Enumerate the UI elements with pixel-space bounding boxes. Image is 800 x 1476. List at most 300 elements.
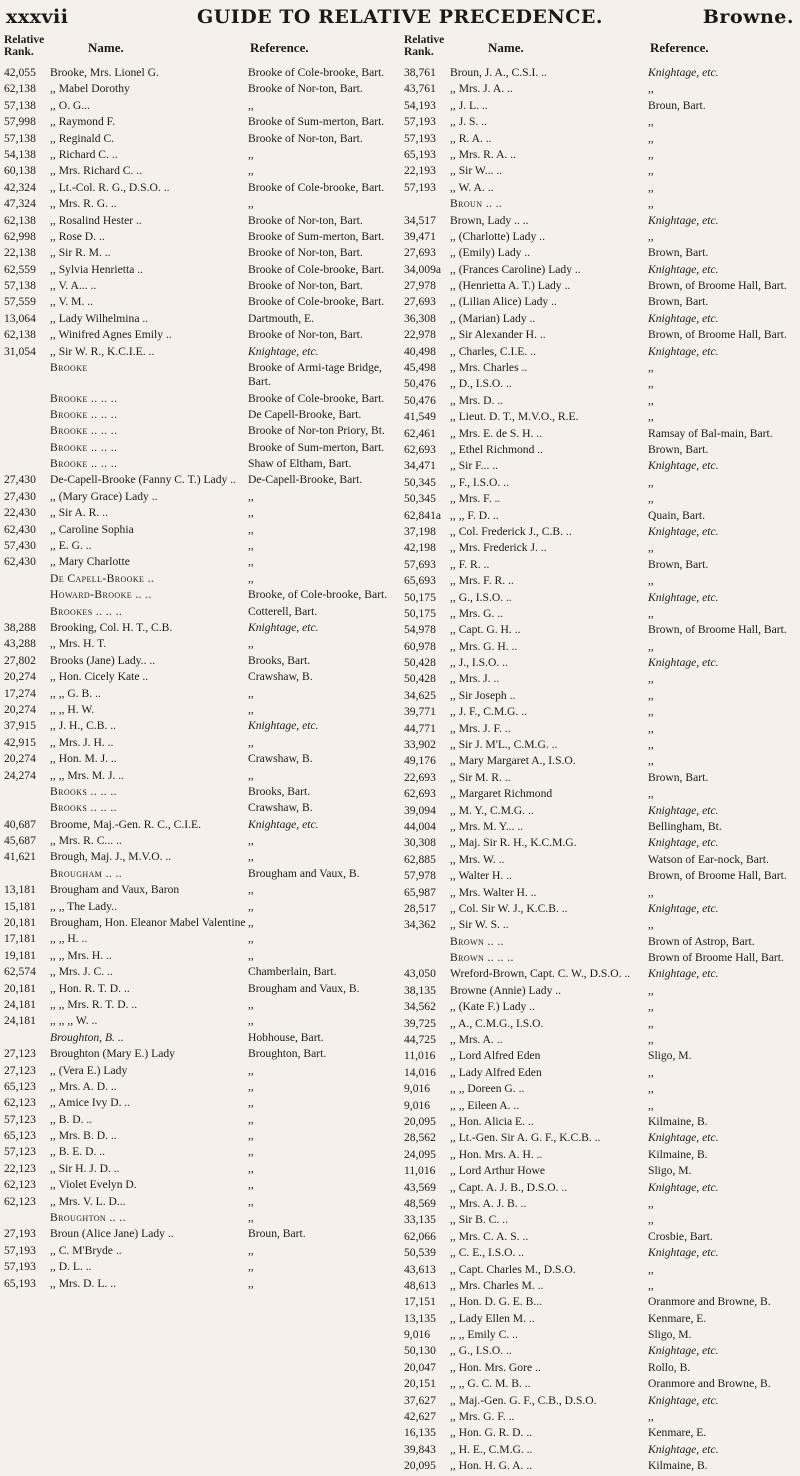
entry-row bbox=[404, 918, 796, 932]
entry-name: ,, Hon. H. G. A. .. bbox=[450, 1459, 533, 1473]
entry-reference: Oranmore and Browne, B. bbox=[648, 1295, 771, 1309]
entry-row bbox=[404, 1000, 796, 1014]
entry-row bbox=[4, 752, 396, 766]
relative-rank: 20,181 bbox=[4, 981, 36, 995]
entry-name: Brooke, Mrs. Lionel G. bbox=[50, 66, 159, 79]
entry-reference: Knightage, etc. bbox=[648, 836, 719, 850]
entry-row bbox=[404, 279, 796, 293]
entry-name: ,, (Charlotte) Lady .. bbox=[450, 229, 545, 243]
entry-reference: Brown, of Broome Hall, Bart. bbox=[648, 623, 787, 637]
entry-reference: Brooke of Nor-ton, Bart. bbox=[248, 213, 363, 227]
relative-rank: 50,428 bbox=[404, 672, 436, 686]
relative-rank: 57,430 bbox=[4, 539, 36, 553]
relative-rank: 65,987 bbox=[404, 885, 436, 899]
relative-rank: 34,362 bbox=[404, 918, 436, 932]
relative-rank bbox=[4, 424, 48, 438]
entry-name: De Capell-Brooke .. bbox=[50, 571, 155, 585]
entry-row bbox=[404, 312, 796, 326]
entry-row bbox=[404, 1443, 796, 1457]
entry-name: Broughton (Mary E.) Lady bbox=[50, 1047, 175, 1061]
entry-name: ,, Mrs. G. F. .. bbox=[450, 1410, 515, 1424]
entry-row bbox=[4, 1227, 396, 1241]
entry-reference: ,, bbox=[248, 164, 254, 178]
entry-reference: ,, bbox=[648, 1410, 654, 1424]
relative-rank: 22,430 bbox=[4, 506, 36, 520]
entry-reference: ,, bbox=[248, 197, 254, 211]
entry-row bbox=[404, 1148, 796, 1162]
entry-reference: Knightage, etc. bbox=[648, 213, 719, 227]
entry-name: ,, Mrs. Frederick J. .. bbox=[450, 541, 547, 555]
entry-row bbox=[404, 935, 796, 949]
relative-rank: 39,843 bbox=[404, 1442, 436, 1456]
relative-rank bbox=[4, 785, 48, 799]
entry-row bbox=[4, 670, 396, 684]
relative-rank: 39,771 bbox=[404, 705, 436, 719]
relative-rank: 44,725 bbox=[404, 1033, 436, 1047]
entry-row bbox=[404, 1410, 796, 1424]
entry-name: ,, Mrs. F. R. .. bbox=[450, 574, 514, 588]
entry-reference: Knightage, etc. bbox=[648, 967, 719, 981]
entry-reference: ,, bbox=[648, 918, 654, 932]
entry-reference: Brooke of Nor-ton, Bart. bbox=[248, 131, 363, 145]
relative-rank: 57,998 bbox=[4, 115, 36, 129]
right-column bbox=[404, 34, 796, 1476]
entry-reference: ,, bbox=[248, 98, 254, 112]
relative-rank: 62,138 bbox=[4, 328, 36, 342]
entry-name: ,, Hon. Mrs. A. H. .. bbox=[450, 1147, 543, 1161]
entry-row bbox=[404, 1131, 796, 1145]
entry-row bbox=[404, 1426, 796, 1440]
entry-row bbox=[4, 687, 396, 701]
entry-row bbox=[4, 1162, 396, 1176]
entry-reference: ,, bbox=[248, 1178, 254, 1192]
entry-row bbox=[404, 459, 796, 473]
entry-reference: ,, bbox=[248, 1194, 254, 1208]
entry-reference: ,, bbox=[648, 1196, 654, 1210]
relative-rank bbox=[4, 1211, 48, 1225]
entry-reference: Knightage, etc. bbox=[248, 719, 319, 733]
entry-name: ,, M. Y., C.M.G. .. bbox=[450, 803, 534, 817]
entry-reference: ,, bbox=[248, 1063, 254, 1077]
relative-rank: 39,725 bbox=[404, 1016, 436, 1030]
entry-row bbox=[404, 99, 796, 113]
entry-name: ,, Lady Ellen M. .. bbox=[450, 1311, 535, 1325]
entry-name: ,, Mrs. E. de S. H. .. bbox=[450, 426, 543, 440]
entry-name: ,, Mrs. R. G. .. bbox=[50, 197, 117, 211]
relative-rank: 57,138 bbox=[4, 279, 36, 293]
entry-reference: Brooke of Cole-brooke, Bart. bbox=[248, 295, 385, 309]
entry-row bbox=[404, 1066, 796, 1080]
entry-row bbox=[404, 722, 796, 736]
entry-reference: ,, bbox=[648, 115, 654, 129]
entry-row bbox=[4, 703, 396, 717]
entry-reference: Brown, Bart. bbox=[648, 246, 709, 260]
entry-name: ,, Mrs. J. A. .. bbox=[450, 82, 513, 96]
entry-name: ,, (Lilian Alice) Lady .. bbox=[450, 295, 557, 309]
entry-row bbox=[404, 148, 796, 162]
relative-rank: 42,324 bbox=[4, 180, 36, 194]
entry-name: Brookes .. .. .. bbox=[50, 604, 123, 618]
entry-row bbox=[404, 1295, 796, 1309]
relative-rank: 50,130 bbox=[404, 1344, 436, 1358]
relative-rank: 40,498 bbox=[404, 344, 436, 358]
entry-reference: ,, bbox=[648, 1033, 654, 1047]
entry-reference: ,, bbox=[248, 1211, 254, 1225]
entry-name: ,, Sir H. J. D. .. bbox=[50, 1161, 120, 1175]
relative-rank: 45,498 bbox=[404, 361, 436, 375]
relative-rank: 45,687 bbox=[4, 834, 36, 848]
entry-reference: Dartmouth, E. bbox=[248, 311, 315, 325]
entry-row bbox=[404, 328, 796, 342]
entry-name: Browne (Annie) Lady .. bbox=[450, 983, 562, 997]
entry-row bbox=[4, 1014, 396, 1028]
entry-reference: Brown, of Broome Hall, Bart. bbox=[648, 328, 787, 342]
relative-rank: 62,841a bbox=[404, 508, 442, 522]
entry-name: ,, A., C.M.G., I.S.O. bbox=[450, 1016, 544, 1030]
entry-row bbox=[404, 181, 796, 195]
page-title: GUIDE TO RELATIVE PRECEDENCE. bbox=[197, 6, 603, 28]
entry-row bbox=[404, 574, 796, 588]
entry-reference: ,, bbox=[648, 475, 654, 489]
entry-reference: ,, bbox=[248, 1276, 254, 1290]
entry-name: ,, Sylvia Henrietta .. bbox=[50, 262, 144, 276]
entry-row bbox=[404, 1099, 796, 1113]
entry-reference: ,, bbox=[248, 1112, 254, 1126]
relative-rank: 24,095 bbox=[404, 1147, 436, 1161]
entry-reference: ,, bbox=[648, 574, 654, 588]
relative-rank: 20,151 bbox=[404, 1377, 436, 1391]
relative-rank: 22,693 bbox=[404, 770, 436, 784]
entry-name: Broome, Maj.-Gen. R. C., C.I.E. bbox=[50, 817, 202, 831]
relative-rank: 57,138 bbox=[4, 131, 36, 145]
relative-rank: 50,345 bbox=[404, 475, 436, 489]
entry-reference: Brooke of Nor-ton, Bart. bbox=[248, 328, 363, 342]
entry-reference: Brooke, of Cole-brooke, Bart. bbox=[248, 588, 388, 602]
entry-name: ,, Mrs. J. H. .. bbox=[50, 735, 114, 749]
entry-reference: Brown, Bart. bbox=[648, 770, 709, 784]
rank-header-line2: Rank. bbox=[404, 46, 434, 58]
entry-row bbox=[4, 932, 396, 946]
entry-reference: ,, bbox=[648, 180, 654, 194]
entry-name: Brooke .. .. .. bbox=[50, 457, 118, 471]
entry-row bbox=[4, 1277, 396, 1291]
entry-row bbox=[404, 377, 796, 391]
entry-reference: Knightage, etc. bbox=[648, 66, 719, 79]
relative-rank bbox=[4, 867, 48, 881]
entry-name: ,, ,, F. D. .. bbox=[450, 508, 499, 522]
entry-reference: Brougham and Vaux, B. bbox=[248, 981, 360, 995]
relative-rank: 65,123 bbox=[4, 1129, 36, 1143]
relative-rank: 65,123 bbox=[4, 1079, 36, 1093]
entry-name: ,, ,, H. .. bbox=[50, 932, 88, 946]
entry-reference: Chamberlain, Bart. bbox=[248, 965, 337, 979]
entry-name: ,, R. A. .. bbox=[450, 131, 492, 145]
relative-rank: 20,095 bbox=[404, 1459, 436, 1473]
relative-rank: 24,181 bbox=[4, 1014, 36, 1028]
relative-rank: 62,574 bbox=[4, 965, 36, 979]
relative-rank: 13,181 bbox=[4, 883, 36, 897]
entry-row bbox=[4, 1211, 396, 1225]
entry-name: Brooking, Col. H. T., C.B. bbox=[50, 620, 173, 634]
relative-rank: 16,135 bbox=[404, 1426, 436, 1440]
entry-name: ,, H. E., C.M.G. .. bbox=[450, 1442, 533, 1456]
entry-reference: Cotterell, Bart. bbox=[248, 604, 318, 618]
entry-reference: Brown, Bart. bbox=[648, 295, 709, 309]
entry-reference: ,, bbox=[248, 899, 254, 913]
relative-rank: 57,123 bbox=[4, 1112, 36, 1126]
entry-reference: Brooke of Cole-brooke, Bart. bbox=[248, 262, 385, 276]
relative-rank: 27,123 bbox=[4, 1047, 36, 1061]
entry-row bbox=[404, 672, 796, 686]
entry-reference: ,, bbox=[248, 1079, 254, 1093]
relative-rank: 20,047 bbox=[404, 1360, 436, 1374]
entry-reference: Quain, Bart. bbox=[648, 508, 705, 522]
entry-name: ,, ,, H. W. bbox=[50, 702, 95, 716]
entry-reference: ,, bbox=[648, 393, 654, 407]
rank-header-line1: Relative bbox=[404, 34, 445, 46]
relative-rank: 54,193 bbox=[404, 98, 436, 112]
entry-row bbox=[4, 132, 396, 146]
entry-reference: Brooks, Bart. bbox=[248, 653, 311, 667]
entry-name: Brooke .. .. .. bbox=[50, 391, 118, 405]
entry-row bbox=[404, 246, 796, 260]
relative-rank: 62,123 bbox=[4, 1096, 36, 1110]
entry-row bbox=[404, 115, 796, 129]
entry-reference: Brooke of Nor-ton, Bart. bbox=[248, 246, 363, 260]
relative-rank: 38,135 bbox=[404, 983, 436, 997]
entry-row bbox=[404, 591, 796, 605]
entry-row bbox=[4, 588, 396, 602]
relative-rank: 62,430 bbox=[4, 522, 36, 536]
entry-reference: Knightage, etc. bbox=[648, 656, 719, 670]
entry-row bbox=[404, 1279, 796, 1293]
entry-reference: ,, bbox=[248, 1096, 254, 1110]
entry-name: ,, Col. Sir W. J., K.C.B. .. bbox=[450, 901, 568, 915]
entry-name: ,, Charles, C.I.E. .. bbox=[450, 344, 536, 358]
entry-name: ,, W. A. .. bbox=[450, 180, 494, 194]
relative-rank: 17,181 bbox=[4, 932, 36, 946]
relative-rank bbox=[4, 441, 48, 455]
entry-row bbox=[404, 640, 796, 654]
entry-row bbox=[4, 197, 396, 211]
entry-reference: ,, bbox=[648, 1082, 654, 1096]
entry-name: ,, Sir B. C. .. bbox=[450, 1213, 508, 1227]
entry-reference: ,, bbox=[248, 850, 254, 864]
entry-name: ,, Sir W. R., K.C.I.E. .. bbox=[50, 344, 155, 358]
entry-name: ,, Maj. Sir R. H., K.C.M.G. bbox=[450, 836, 577, 850]
entry-row bbox=[404, 656, 796, 670]
entry-row bbox=[404, 1344, 796, 1358]
entry-row bbox=[4, 246, 396, 260]
entry-name: ,, Hon. M. J. .. bbox=[50, 752, 117, 766]
entry-reference: ,, bbox=[648, 147, 654, 161]
entry-row bbox=[404, 82, 796, 96]
relative-rank: 20,095 bbox=[404, 1115, 436, 1128]
relative-rank: 36,308 bbox=[404, 311, 436, 325]
relative-rank: 9,016 bbox=[404, 1098, 431, 1112]
entry-reference: Crawshaw, B. bbox=[248, 801, 313, 815]
rank-header bbox=[404, 34, 444, 58]
entry-reference: Knightage, etc. bbox=[648, 1131, 719, 1145]
relative-rank: 38,761 bbox=[404, 66, 436, 79]
relative-rank: 41,549 bbox=[404, 410, 436, 424]
entry-row bbox=[404, 787, 796, 801]
entry-name: ,, Margaret Richmond bbox=[450, 787, 553, 801]
entry-row bbox=[404, 853, 796, 867]
relative-rank: 62,559 bbox=[4, 262, 36, 276]
entry-row bbox=[404, 951, 796, 965]
relative-rank: 62,138 bbox=[4, 82, 36, 96]
relative-rank: 62,693 bbox=[404, 787, 436, 801]
entry-row bbox=[404, 427, 796, 441]
entry-row bbox=[404, 754, 796, 768]
entry-row bbox=[4, 408, 396, 422]
entry-row bbox=[4, 295, 396, 309]
entry-name: Brougham, Hon. Eleanor Mabel Valentine bbox=[50, 916, 246, 930]
entry-name: ,, ,, ,, W. .. bbox=[50, 1014, 98, 1028]
entry-name: ,, ,, Mrs. M. J. .. bbox=[50, 768, 125, 782]
reference-header: Reference. bbox=[250, 40, 309, 55]
entry-reference: Knightage, etc. bbox=[648, 1246, 719, 1260]
relative-rank: 17,151 bbox=[404, 1295, 436, 1309]
entry-name: ,, Mrs. A. .. bbox=[450, 1033, 503, 1047]
left-column bbox=[4, 34, 396, 1293]
relative-rank: 57,138 bbox=[4, 98, 36, 112]
entry-reference: Knightage, etc. bbox=[648, 901, 719, 915]
relative-rank: 24,274 bbox=[4, 768, 36, 782]
entry-reference: Knightage, etc. bbox=[648, 1393, 719, 1407]
relative-rank: 65,193 bbox=[404, 147, 436, 161]
relative-rank: 28,562 bbox=[404, 1131, 436, 1145]
entry-row bbox=[404, 1115, 796, 1129]
entry-reference: ,, bbox=[248, 916, 254, 930]
entry-name: Brown .. .. .. bbox=[450, 951, 514, 965]
relative-rank: 62,430 bbox=[4, 555, 36, 569]
relative-rank: 22,138 bbox=[4, 246, 36, 260]
entry-reference: ,, bbox=[248, 834, 254, 848]
entry-name: Brooks (Jane) Lady.. .. bbox=[50, 653, 156, 667]
entry-row bbox=[4, 1260, 396, 1274]
entry-name: ,, Mrs. R. C... .. bbox=[50, 834, 122, 848]
entry-reference: Rollo, B. bbox=[648, 1360, 691, 1374]
relative-rank: 42,915 bbox=[4, 735, 36, 749]
relative-rank: 33,902 bbox=[404, 738, 436, 752]
entry-row bbox=[4, 801, 396, 815]
entry-reference: ,, bbox=[248, 522, 254, 536]
entry-row bbox=[404, 541, 796, 555]
entry-row bbox=[4, 312, 396, 326]
entry-reference: Knightage, etc. bbox=[648, 311, 719, 325]
entry-row bbox=[404, 132, 796, 146]
relative-rank: 62,123 bbox=[4, 1194, 36, 1208]
entry-reference: ,, bbox=[648, 721, 654, 735]
entry-reference: ,, bbox=[648, 541, 654, 555]
entry-reference: ,, bbox=[648, 606, 654, 620]
entry-name: De-Capell-Brooke (Fanny C. T.) Lady .. bbox=[50, 473, 236, 487]
relative-rank: 50,476 bbox=[404, 393, 436, 407]
entry-reference: Brooks, Bart. bbox=[248, 784, 311, 798]
entry-row bbox=[4, 523, 396, 537]
entry-row bbox=[4, 555, 396, 569]
entry-name: ,, Col. Frederick J., C.B. .. bbox=[450, 524, 572, 538]
entry-reference: ,, bbox=[248, 932, 254, 946]
entry-name: ,, Mrs. Richard C. .. bbox=[50, 164, 143, 178]
relative-rank: 15,181 bbox=[4, 899, 36, 913]
entry-name: ,, E. G. .. bbox=[50, 539, 92, 553]
entry-reference: Brown, of Broome Hall, Bart. bbox=[648, 869, 787, 883]
entry-reference: Brooke of Armi-tage Bridge, Bart. bbox=[248, 361, 382, 389]
entry-row bbox=[404, 1197, 796, 1211]
relative-rank: 50,345 bbox=[404, 492, 436, 506]
entry-reference: ,, bbox=[648, 410, 654, 424]
relative-rank bbox=[4, 392, 48, 406]
page-header bbox=[6, 4, 794, 30]
entry-row bbox=[404, 984, 796, 998]
entry-row bbox=[404, 361, 796, 375]
relative-rank: 50,539 bbox=[404, 1246, 436, 1260]
entry-name: ,, Sir R. M. .. bbox=[50, 246, 111, 260]
entry-row bbox=[404, 820, 796, 834]
relative-rank bbox=[404, 951, 448, 965]
entry-row bbox=[404, 525, 796, 539]
entry-reference: Brooke of Nor-ton Priory, Bt. bbox=[248, 424, 385, 438]
entry-row bbox=[4, 916, 396, 930]
entry-name: ,, Hon. G. R. D. .. bbox=[450, 1426, 533, 1440]
entry-row bbox=[404, 476, 796, 490]
relative-rank: 24,181 bbox=[4, 997, 36, 1011]
entry-row bbox=[4, 490, 396, 504]
relative-rank: 27,693 bbox=[404, 295, 436, 309]
relative-rank: 37,915 bbox=[4, 719, 36, 733]
entry-row bbox=[404, 1312, 796, 1326]
entry-row bbox=[4, 654, 396, 668]
entry-row bbox=[4, 181, 396, 195]
relative-rank bbox=[4, 605, 48, 619]
entry-reference: ,, bbox=[248, 1129, 254, 1143]
entry-row bbox=[404, 509, 796, 523]
relative-rank: 11,016 bbox=[404, 1164, 436, 1178]
entry-name: ,, Mrs. G. H. .. bbox=[450, 639, 518, 653]
relative-rank: 41,621 bbox=[4, 850, 36, 864]
entry-row bbox=[404, 1033, 796, 1047]
entry-name: ,, D., I.S.O. .. bbox=[450, 377, 512, 391]
entry-reference: Oranmore and Browne, B. bbox=[648, 1377, 771, 1391]
relative-rank: 13,135 bbox=[404, 1311, 436, 1325]
entry-reference: Brougham and Vaux, B. bbox=[248, 866, 360, 880]
entry-reference: ,, bbox=[248, 489, 254, 503]
entry-row bbox=[404, 1017, 796, 1031]
entry-reference: Crawshaw, B. bbox=[248, 752, 313, 766]
entry-row bbox=[4, 769, 396, 783]
entry-reference: ,, bbox=[648, 1016, 654, 1030]
entry-row bbox=[4, 949, 396, 963]
entry-reference: Knightage, etc. bbox=[648, 1344, 719, 1358]
entry-reference: Knightage, etc. bbox=[648, 1442, 719, 1456]
entry-row bbox=[4, 605, 396, 619]
entry-reference: ,, bbox=[248, 147, 254, 161]
entry-row bbox=[404, 1230, 796, 1244]
entry-name: ,, Mrs. C. A. S. .. bbox=[450, 1229, 529, 1243]
entry-reference: ,, bbox=[648, 229, 654, 243]
entry-name: ,, F., I.S.O. .. bbox=[450, 475, 509, 489]
entry-row bbox=[404, 1328, 796, 1342]
entry-name: ,, Mrs. G. .. bbox=[450, 606, 504, 620]
entry-reference: ,, bbox=[248, 539, 254, 553]
rank-header bbox=[4, 34, 44, 58]
entry-reference: ,, bbox=[648, 361, 654, 375]
entry-reference: ,, bbox=[648, 705, 654, 719]
relative-rank: 20,274 bbox=[4, 752, 36, 766]
